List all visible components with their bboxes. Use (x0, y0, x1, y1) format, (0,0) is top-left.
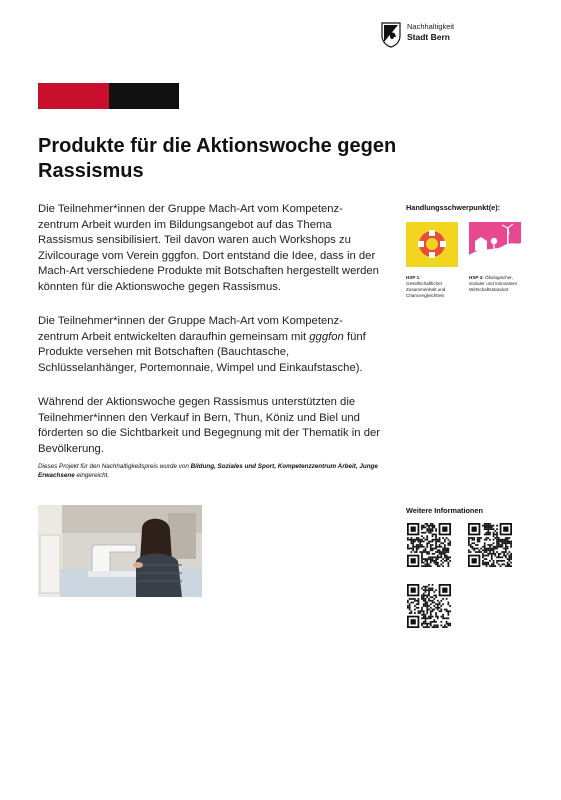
hsp-4-text: Ökologischer, sozialer und innovativer Wirtschaftsstandort (469, 275, 518, 292)
city-logo (381, 22, 454, 48)
qr-code-icon[interactable] (407, 523, 451, 567)
hsp-4-caption (469, 275, 521, 293)
note-part-2: eingereicht. (74, 472, 110, 479)
qr-code-icon[interactable] (468, 523, 512, 567)
hsp-heading: Handlungsschwerpunkt(e): (406, 203, 501, 212)
paragraph-2-part-1: Die Teilnehmer*innen der Gruppe Mach-Art vom Kompetenz-zentrum Arbeit entwickelten daraufhin gemeinsam mit (38, 315, 343, 343)
sewing-machine-photo-icon (38, 505, 202, 597)
paragraph-2-part-2: fünf Produkte versehen mit Botschaften (Bauchtasche, Schlüsselanhänger, Portemonnaie, Wimpel und Einkaufstasche). (38, 330, 366, 374)
hsp-1 (406, 222, 458, 299)
note-bold: Bildung, Soziales und Sport, Kompetenzzentrum Arbeit, Junge Erwachsene (38, 463, 378, 479)
paragraph-2 (38, 314, 383, 376)
submission-note (38, 462, 383, 480)
hsp-1-text: Gesellschaftlicher Zusammenhalt und Chancengleichheit (406, 281, 446, 298)
page-title: Produkte für die Aktionswoche gegen Rassismus (38, 135, 397, 182)
accent-bar-red (38, 83, 109, 109)
info-heading: Weitere Informationen (406, 506, 483, 515)
bern-bear-crest-icon (381, 22, 401, 48)
paragraph-1: Die Teilnehmer*innen der Gruppe Mach-Art vom Kompetenz-zentrum Arbeit wurden im Bildungsangebot auf das Thema Rassismus sensibilisiert. Teil davon waren auch Workshops zu Zivilcourage vom Verein gggfon. Dort entstand die Idee, dass in der Mach-Art verschiedene Produkte mit Botschaften hergestellt werden könnten für die Aktionswoche gegen Rassismus. (38, 203, 379, 293)
landscape-icon (469, 222, 521, 267)
lifebuoy-icon (406, 222, 458, 267)
logo-line-1: Nachhaltigkeit (407, 22, 455, 31)
hsp-4-code: HSP 4: (469, 275, 484, 280)
paragraph-3: Während der Aktionswoche gegen Rassismus unterstützten die Teilnehmer*innen den Verkauf in Bern, Thun, Köniz und Biel und förderten so die Sichtbarkeit und Begegnung mit der Thematik in der Bevölkerung. (38, 396, 381, 455)
gggfon-italic: gggfon (309, 330, 344, 343)
qr-code-icon[interactable] (407, 584, 451, 628)
note-part-1: Dieses Projekt für den Nachhaltigkeitspreis wurde von (38, 463, 191, 470)
hsp-1-code: HSP 1: (406, 275, 421, 280)
hsp-1-caption (406, 275, 458, 299)
hsp-4 (469, 222, 521, 293)
accent-bar-black (109, 83, 179, 109)
logo-line-2: Stadt Bern (407, 32, 450, 42)
body-text (38, 202, 383, 480)
